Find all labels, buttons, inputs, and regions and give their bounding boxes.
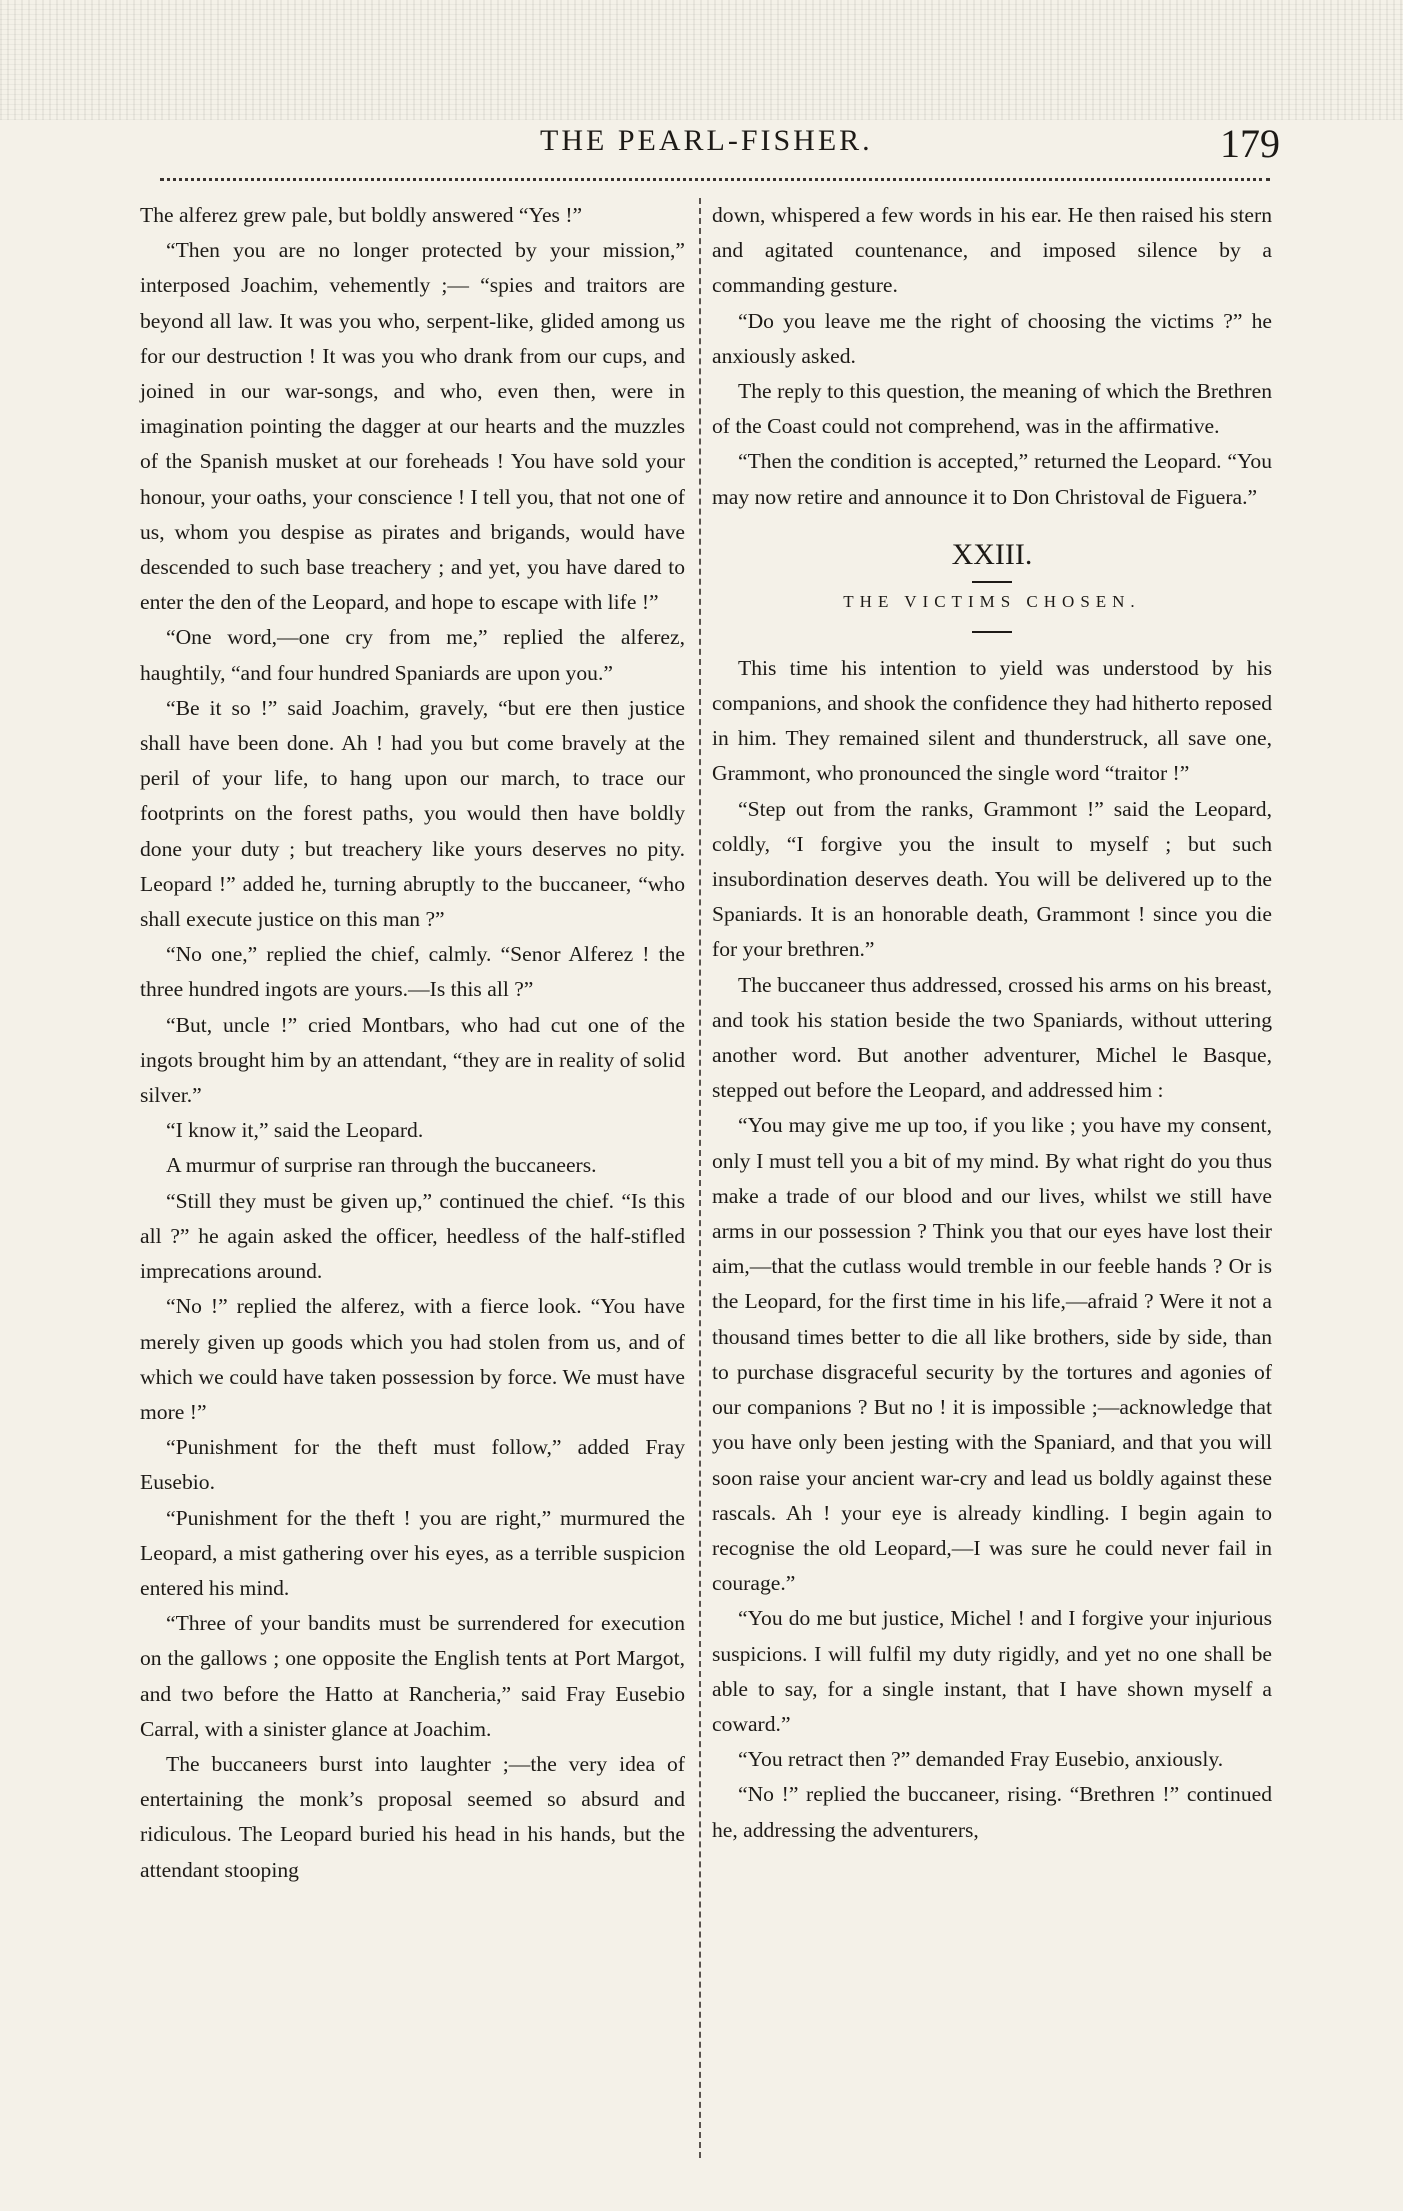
paragraph: “I know it,” said the Leopard. [166,1118,424,1143]
header-rule [160,178,1270,181]
chapter-rule-top [972,581,1012,583]
paragraph: The reply to this question, the meaning of which the Brethren of the Coast could not comprehend, was in the affirmative. [712,379,1272,439]
paragraph: “You may give me up too, if you like ; you have my consent, only I must tell you a bit of my mind. By what right do you thus make a trade of our blood and our lives, whilst we still have arms in our possession ? Think you that our eyes have lost their aim,—that the cutlass would tremble in our feeble hands ? Or is the Leopard, for the first time in his life,—afraid ? Were it not a thousand times better to die all like brothers, side by side, than to purchase disgraceful security by the tortures and agonies of our companions ? But no ! it is impossible ;—acknowledge that you have only been jesting with the Spaniard, and that you will soon raise your ancient war-cry and lead us boldly against these rascals. Ah ! your eye is already kindling. I begin again to recognise the old Leopard,—I was sure he could never fail in courage.” [712,1113,1272,1596]
paragraph: “Then the condition is accepted,” returned the Leopard. “You may now retire and announce it to Don Christoval de Figuera.” [712,449,1272,509]
paragraph: The buccaneer thus addressed, crossed his arms on his breast, and took his station beside the two Spaniards, without uttering another word. But another adventurer, Michel le Basque, stepped out before the Leopard, and addressed him : [712,972,1272,1103]
paragraph: “But, uncle !” cried Montbars, who had cut one of the ingots brought him by an attendant, “they are in reality of solid silver.” [140,1012,685,1108]
page-number: 179 [1220,121,1280,166]
paragraph: “One word,—one cry from me,” replied the alferez, haughtily, “and four hundred Spaniards are upon you.” [140,625,685,685]
paragraph: “Step out from the ranks, Grammont !” said the Leopard, coldly, “I forgive you the insult to myself ; but such insubordination deserves death. You will be delivered up to the Spaniards. It is an honorable death, Grammont ! since you die for your brethren.” [712,796,1272,962]
paragraph: A murmur of surprise ran through the buccaneers. [166,1153,597,1178]
paragraph: “You retract then ?” demanded Fray Eusebio, anxiously. [738,1747,1224,1772]
chapter-number: XXIII. [951,537,1033,571]
paragraph: “Do you leave me the right of choosing the victims ?” he anxiously asked. [712,308,1272,368]
page-header [150,120,1280,170]
paragraph: “No !” replied the buccaneer, rising. “Brethren !” continued he, addressing the adventurers, [712,1782,1272,1842]
paragraph: “Still they must be given up,” continued the chief. “Is this all ?” he again asked the officer, heedless of the half-stifled imprecations around. [140,1188,685,1284]
paragraph: The buccaneers burst into laughter ;—the very idea of entertaining the monk’s proposal seemed so absurd and ridiculous. The Leopard buried his head in his hands, but the attendant stooping [140,1751,685,1882]
paragraph: down, whispered a few words in his ear. He then raised his stern and agitated countenance, and imposed silence by a commanding gesture. [712,203,1272,298]
paragraph: “Punishment for the theft must follow,” added Fray Eusebio. [140,1435,685,1495]
paragraph: “Three of your bandits must be surrendered for execution on the gallows ; one opposite the English tents at Port Margot, and two before the Hatto at Rancheria,” said Fray Eusebio Carral, with a sinister glance at Joachim. [140,1611,685,1741]
running-title: THE PEARL-FISHER. [540,124,873,157]
paragraph: The alferez grew pale, but boldly answered “Yes !” [140,203,583,227]
paragraph: “You do me but justice, Michel ! and I forgive your injurious suspicions. I will fulfil my duty rigidly, and yet no one shall be able to say, for a single instant, that I have shown myself a coward.” [712,1606,1272,1736]
page-edge-texture [0,0,1403,120]
paragraph: “Be it so !” said Joachim, gravely, “but ere then justice shall have been done. Ah ! had you but come bravely at the peril of your life, to hang upon our march, to trace our footprints on the forest paths, you would then have boldly done your duty ; but treachery like yours deserves no pity. Leopard !” added he, turning abruptly to the buccaneer, “who shall execute justice on this man ?” [140,695,685,932]
right-column [712,198,1272,1848]
left-column [140,198,685,1888]
paragraph: “No one,” replied the chief, calmly. “Senor Alferez ! the three hundred ingots are yours.—Is this all ?” [140,942,685,1002]
chapter-rule-bottom [972,631,1012,633]
paragraph: “Then you are no longer protected by your mission,” interposed Joachim, vehemently ;— “spies and traitors are beyond all law. It was you who, serpent-like, glided among us for our destruction ! It was you who drank from our cups, and joined in our war-songs, and who, even then, were in imagination pointing the dagger at our hearts and the muzzles of the Spanish musket at our foreheads ! You have sold your honour, your oaths, your conscience ! I tell you, that not one of us, whom you despise as pirates and brigands, would have descended to such base treachery ; and yet, you have dared to enter the den of the Leopard, and hope to escape with life !” [140,238,685,615]
paragraph: This time his intention to yield was understood by his companions, and shook the confidence they had hitherto reposed in him. They remained silent and thunderstruck, all save one, Grammont, who pronounced the single word “traitor !” [712,655,1272,786]
paragraph: “Punishment for the theft ! you are right,” murmured the Leopard, a mist gathering over his eyes, as a terrible suspicion entered his mind. [140,1505,685,1600]
paragraph: “No !” replied the alferez, with a fierce look. “You have merely given up goods which you had stolen from us, and of which we could have taken possession by force. We must have more !” [140,1294,685,1424]
chapter-title: THE VICTIMS CHOSEN. [843,591,1141,611]
column-divider [699,198,701,2158]
